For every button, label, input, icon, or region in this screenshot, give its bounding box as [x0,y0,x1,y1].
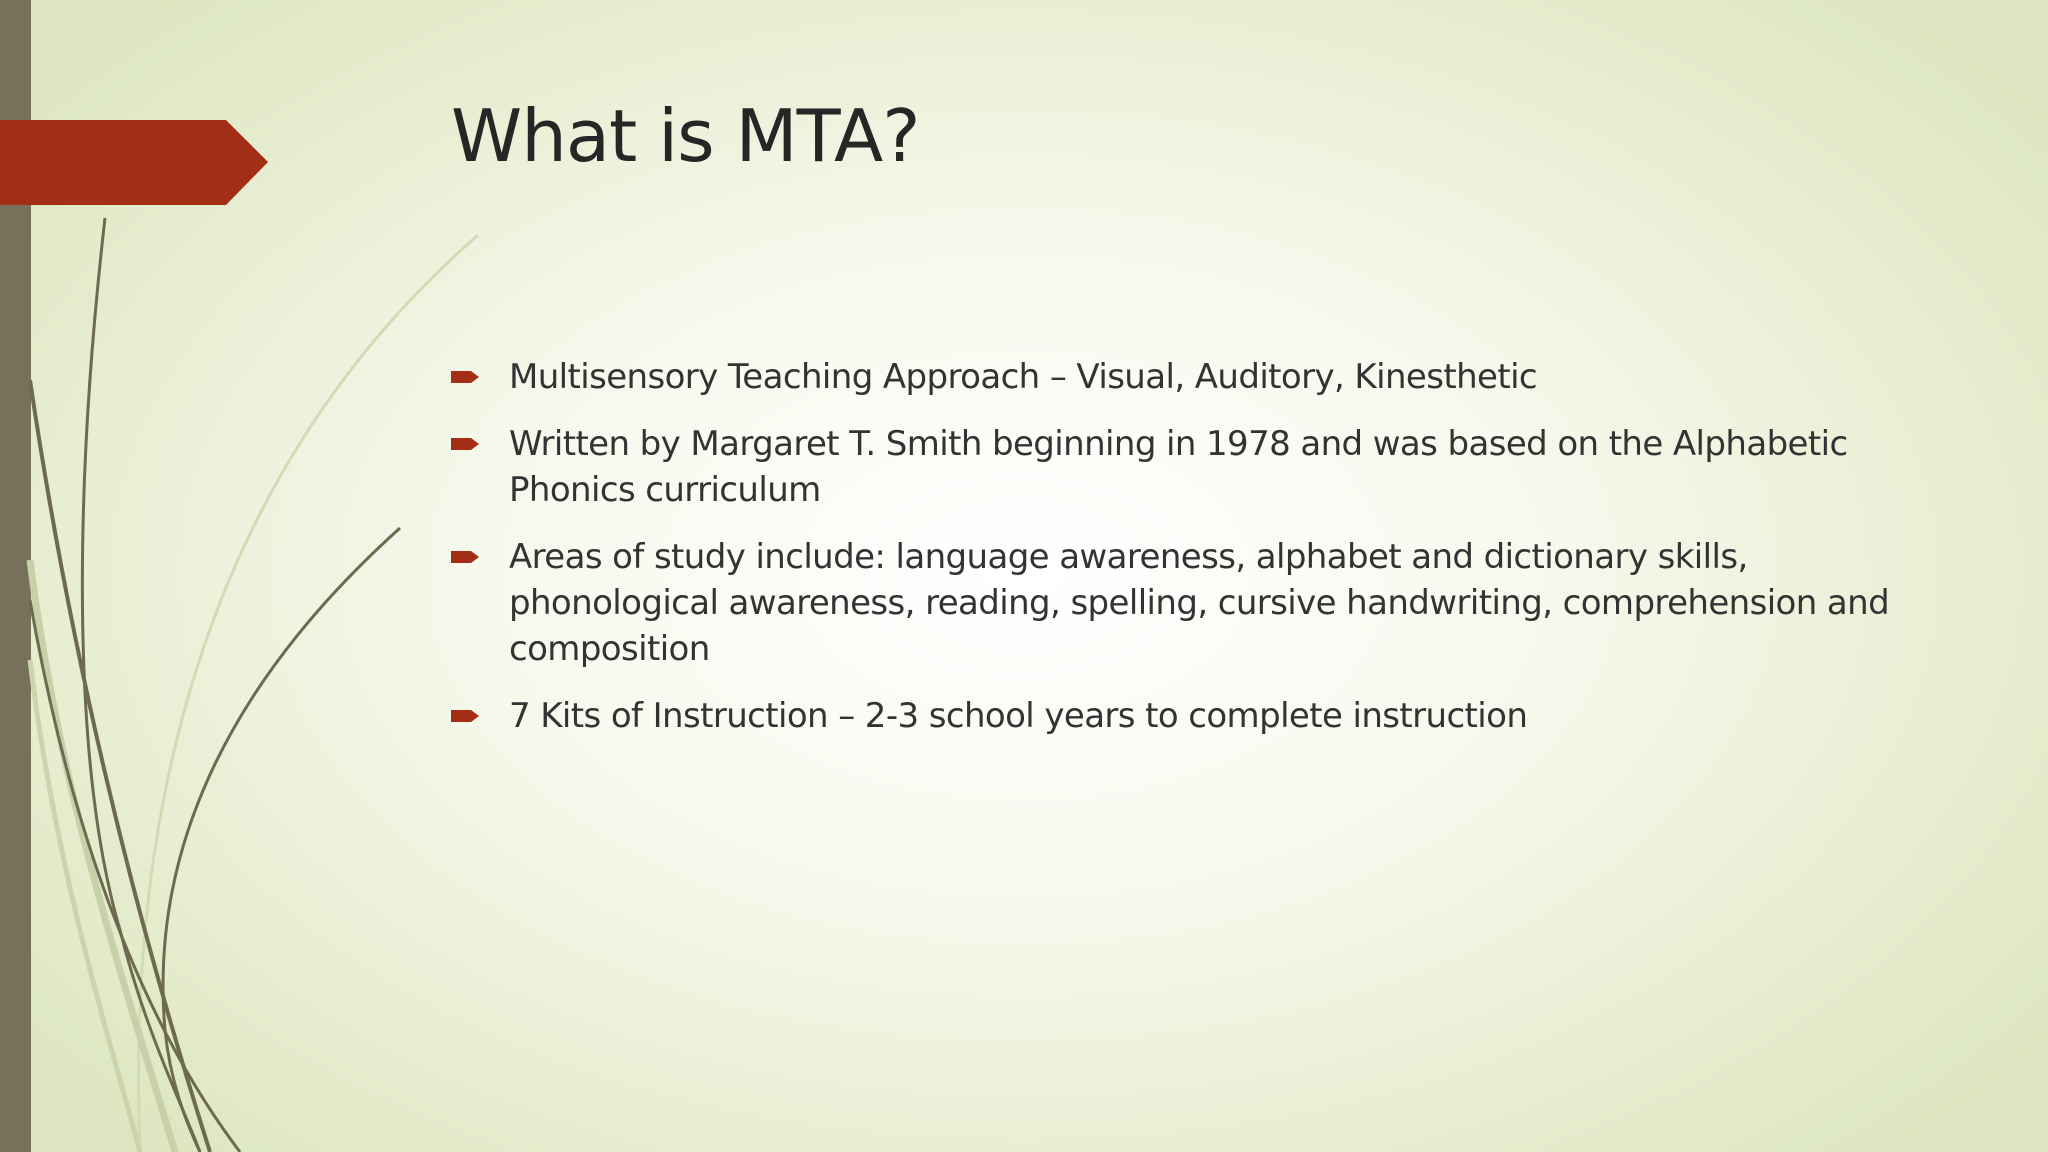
bullet-text: Multisensory Teaching Approach – Visual, Auditory, Kinesthetic [509,357,1538,397]
bullet-text: Written by Margaret T. Smith beginning in 1978 and was based on the Alphabetic Phonics curriculum [509,424,1848,510]
title-arrow-banner [0,120,268,205]
decor-curve-dark-3 [163,528,400,1152]
decor-curve-dark-4 [30,600,240,1152]
bullet-text: Areas of study include: language awareness, alphabet and dictionary skills, phonological awareness, reading, spelling, cursive handwriting, comprehension and composition [509,537,1890,669]
bullet-item [451,693,1931,739]
bullet-text: 7 Kits of Instruction – 2-3 school years to complete instruction [509,696,1528,736]
decor-curve-faint-3 [30,660,140,1152]
bullet-item [451,354,1931,400]
bullet-item [451,421,1931,513]
bullet-list [451,354,1931,760]
arrow-bullet-icon [451,547,483,567]
arrow-bullet-icon [451,706,483,726]
bullet-item [451,534,1931,672]
slide-title: What is MTA? [451,94,920,178]
arrow-bullet-icon [451,434,483,454]
decor-curve-dark-2 [30,380,210,1152]
arrow-bullet-icon [451,367,483,387]
decor-curve-faint-1 [138,235,478,1152]
